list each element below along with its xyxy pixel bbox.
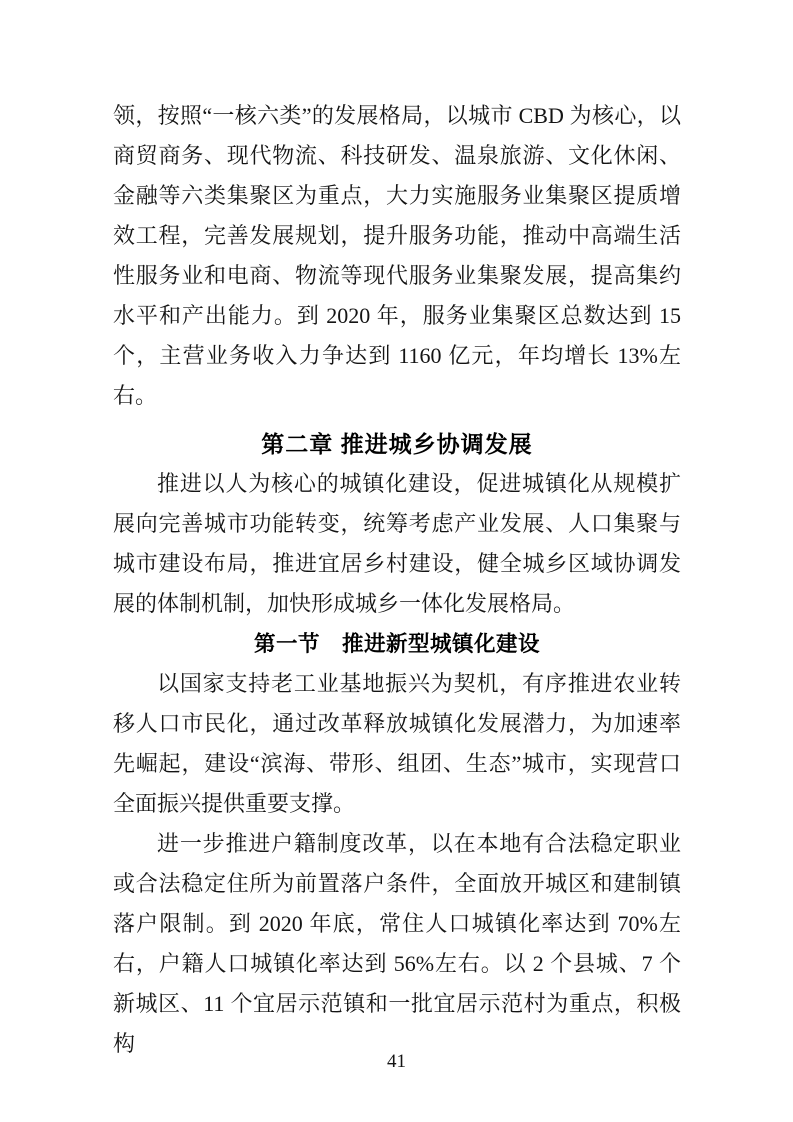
page-number: 41 [387, 1051, 406, 1072]
paragraph: 推进以人为核心的城镇化建设，促进城镇化从规模扩展向完善城市功能转变，统筹考虑产业发展、人口集聚与城市建设布局，推进宜居乡村建设，健全城乡区域协调发展的体制机制，加快形成城乡一体化发展格局。 [113, 471, 681, 616]
chapter-heading: 第二章 推进城乡协调发展 [261, 431, 533, 457]
text-block [113, 96, 681, 1064]
paragraph: 进一步推进户籍制度改革，以在本地有合法稳定职业或合法稳定住所为前置落户条件，全面放开城区和建制镇落户限制。到 2020 年底，常住人口城镇化率达到 70%左右，户籍人口城镇化率达到 56%左右。以 2 个县城、7 个新城区、11 个宜居示范镇和一批宜居示范村为重点，积极构 [113, 831, 681, 1056]
paragraph-continuation: 领，按照“一核六类”的发展格局，以城市 CBD 为核心，以商贸商务、现代物流、科技研发、温泉旅游、文化休闲、金融等六类集聚区为重点，大力实施服务业集聚区提质增效工程，完善发展规划，提升服务功能，推动中高端生活性服务业和电商、物流等现代服务业集聚发展，提高集约水平和产出能力。到 2020 年，服务业集聚区总数达到 15 个，主营业务收入力争达到 1160 亿元，年均增长 13%左右。 [113, 103, 681, 408]
paragraph: 以国家支持老工业基地振兴为契机，有序推进农业转移人口市民化，通过改革释放城镇化发展潜力，为加速率先崛起，建设“滨海、带形、组团、生态”城市，实现营口全面振兴提供重要支撑。 [113, 671, 681, 816]
section-heading: 第一节 推进新型城镇化建设 [253, 632, 540, 656]
